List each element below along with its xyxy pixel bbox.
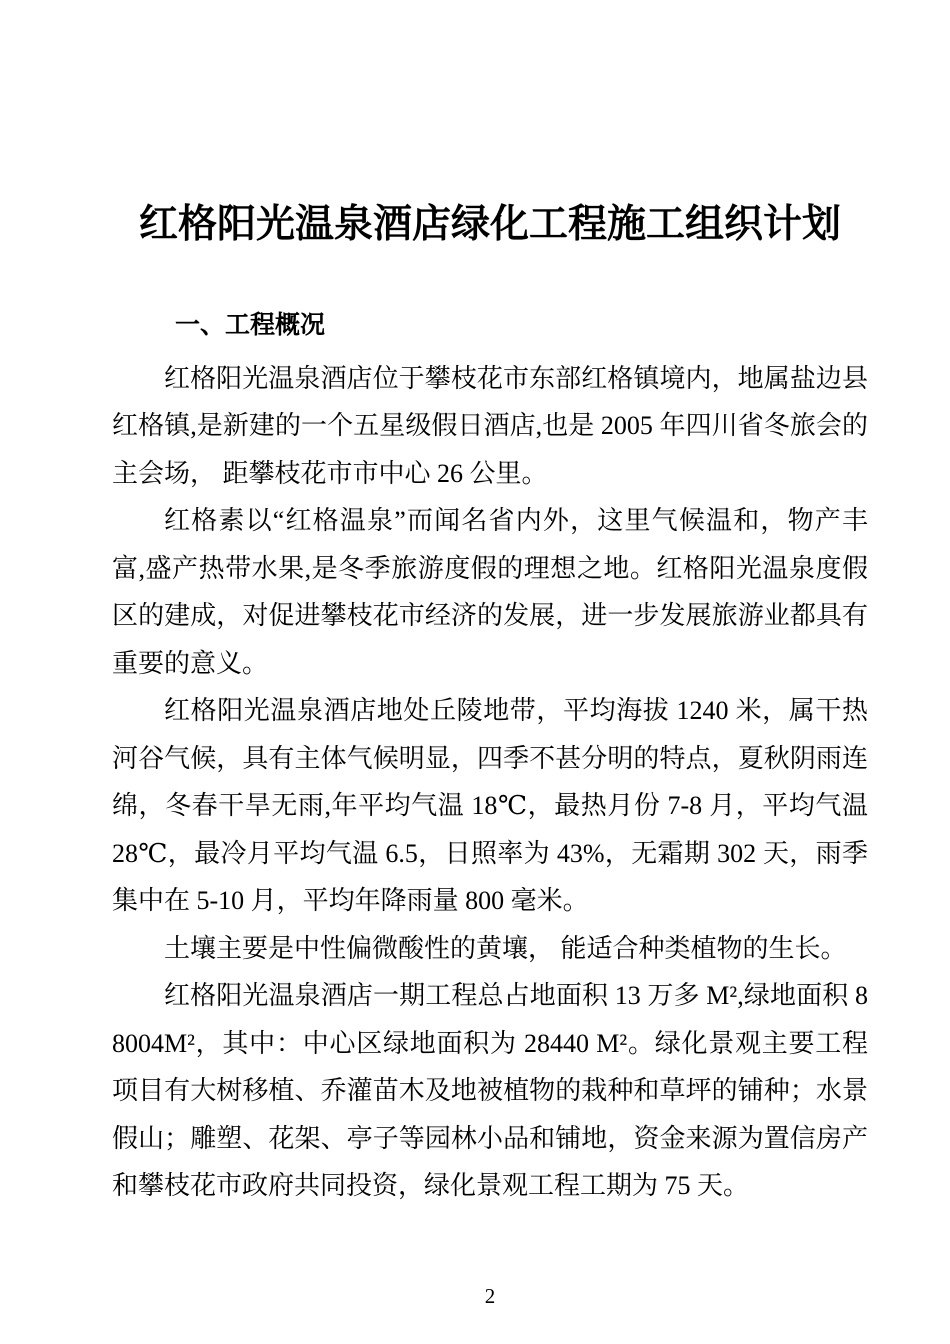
document-title: 红格阳光温泉酒店绿化工程施工组织计划 bbox=[138, 203, 841, 246]
section-heading-project-overview: 一、工程概况 bbox=[175, 312, 326, 339]
page-number: 2 bbox=[484, 1284, 496, 1308]
paragraph-hot-spring-fame: 红格素以“红格温泉”而闻名省内外，这里气候温和，物产丰富,盛产热带水果,是冬季旅游度假的理想之地。红格阳光温泉度假区的建成，对促进攀枝花市经济的发展，进一步发展旅游业都具有重要的意义。 bbox=[112, 506, 868, 678]
paragraph-soil: 土壤主要是中性偏微酸性的黄壤， 能适合种类植物的生长。 bbox=[164, 933, 847, 963]
paragraph-location: 红格阳光温泉酒店位于攀枝花市东部红格镇境内，地属盐边县红格镇,是新建的一个五星级假日酒店,也是 2005 年四川省冬旅会的主会场， 距攀枝花市市中心 26 公里。 bbox=[112, 363, 868, 488]
paragraph-project-scope: 红格阳光温泉酒店一期工程总占地面积 13 万多 M²,绿地面积 88004M²，其中：中心区绿地面积为 28440 M²。绿化景观主要工程项目有大树移植、乔灌苗木及地被植物的栽种和草坪的铺种；水景假山；雕塑、花架、亭子等园林小品和铺地，资金来源为置信房产和攀枝花市政府共同投资，绿化景观工程工期为 75 天。 bbox=[112, 981, 868, 1200]
paragraph-climate: 红格阳光温泉酒店地处丘陵地带，平均海拔 1240 米，属干热河谷气候，具有主体气候明显，四季不甚分明的特点，夏秋阴雨连绵，冬春干旱无雨,年平均气温 18℃，最热月份 7-8 月，平均气温 28℃，最冷月平均气温 6.5，日照率为 43%，无霜期 302 天，雨季集中在 5-10 月，平均年降雨量 800 毫米。 bbox=[112, 696, 868, 915]
